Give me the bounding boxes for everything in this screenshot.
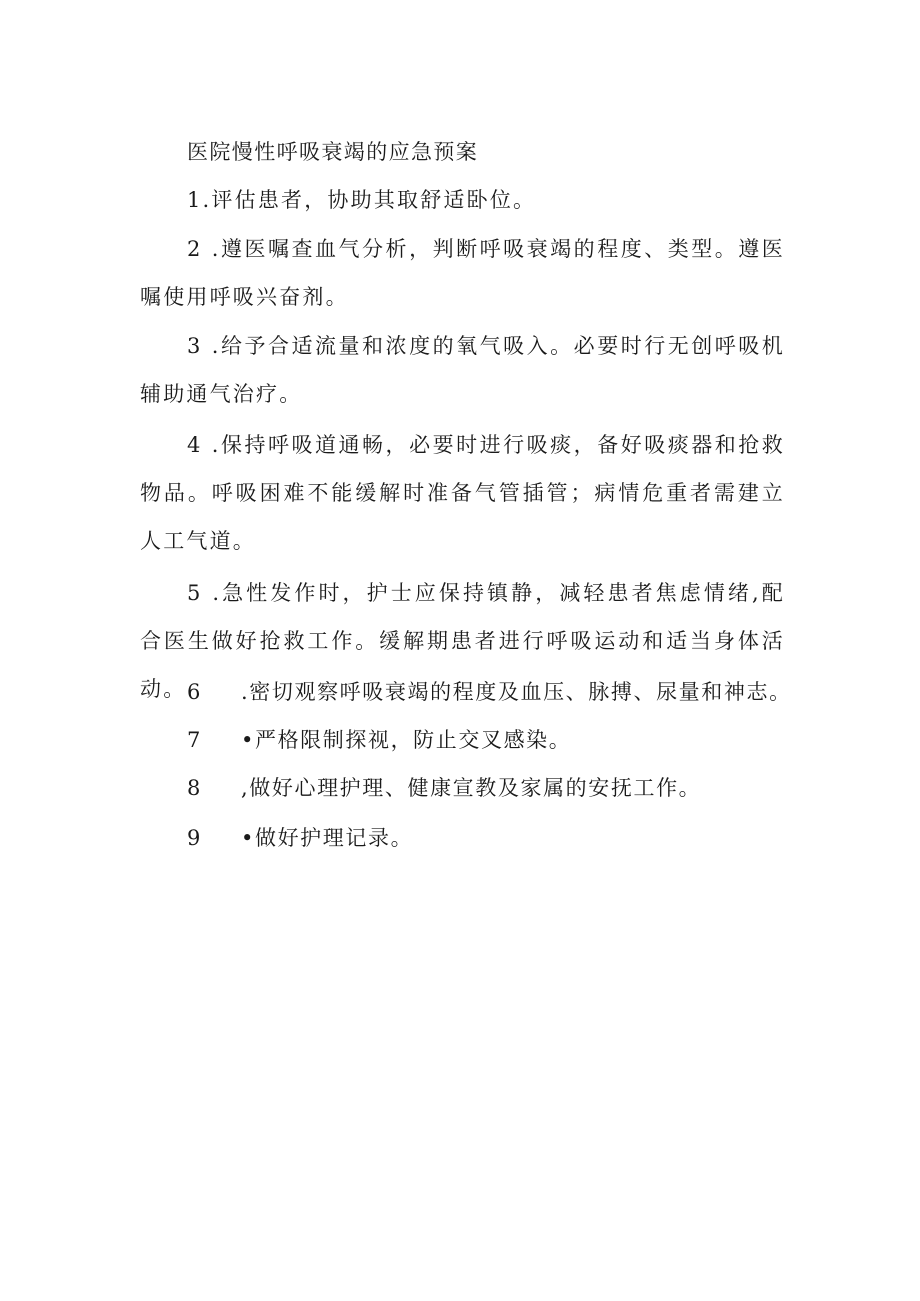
item-number: 6: [187, 680, 202, 704]
list-item: [187, 822, 807, 854]
paragraph-3: 3 .给予合适流量和浓度的氧气吸入。必要时行无创呼吸机辅助通气治疗。: [140, 334, 785, 406]
list-item: [187, 676, 807, 708]
item-number: 7: [187, 728, 202, 752]
paragraph-4: 4 .保持呼吸道通畅，必要时进行吸痰，备好吸痰器和抢救物品。呼吸困难不能缓解时准备气管插管；病情危重者需建立人工气道。: [140, 433, 785, 553]
list-item: [187, 772, 807, 804]
paragraph-2: 2 .遵医嘱查血气分析，判断呼吸衰竭的程度、类型。遵医嘱使用呼吸兴奋剂。: [140, 237, 785, 309]
item-text: •严格限制探视，防止交叉感染。: [241, 728, 572, 752]
paragraph-5: 5 .急性发作时，护士应保持镇静，减轻患者焦虑情绪,配合医生做好抢救工作。缓解期患者进行呼吸运动和适当身体活动。: [140, 581, 785, 701]
item-number: 9: [187, 826, 202, 850]
item-text: .密切观察呼吸衰竭的程度及血压、脉搏、尿量和神志。: [241, 680, 792, 704]
item-number: 8: [187, 776, 202, 800]
document-title: 医院慢性呼吸衰竭的应急预案: [187, 140, 479, 164]
paragraph-1: 1.评估患者，协助其取舒适卧位。: [187, 188, 537, 212]
item-text: •做好护理记录。: [241, 826, 414, 850]
item-text: ,做好心理护理、健康宣教及家属的安抚工作。: [241, 776, 702, 800]
list-item: [187, 724, 807, 756]
